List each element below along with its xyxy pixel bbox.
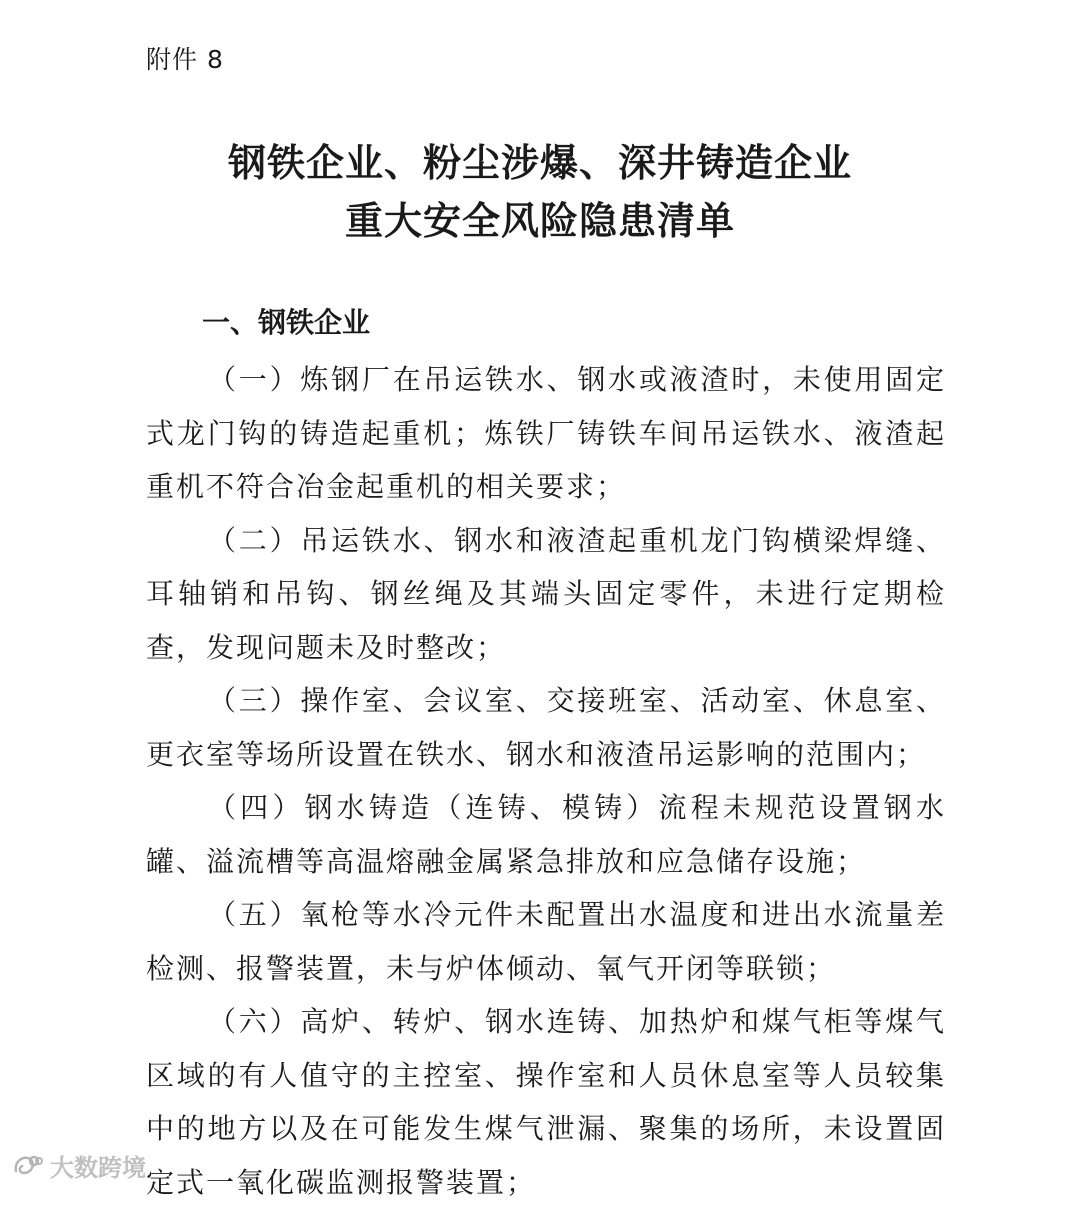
logo-icon	[10, 1149, 44, 1183]
title-line-1: 钢铁企业、粉尘涉爆、深井铸造企业	[227, 140, 852, 185]
list-item: （六）高炉、转炉、钢水连铸、加热炉和煤气柜等煤气区域的有人值守的主控室、操作室和人员休息室等人员较集中的地方以及在可能发生煤气泄漏、聚集的场所，未设置固定式一氧化碳监测报警装置；	[146, 1005, 946, 1199]
list-item: （二）吊运铁水、钢水和液渣起重机龙门钩横梁焊缝、耳轴销和吊钩、钢丝绳及其端头固定零件，未进行定期检查，发现问题未及时整改；	[146, 523, 946, 664]
item-list	[146, 353, 946, 1209]
attachment-label: 附件 8	[146, 45, 224, 74]
watermark	[10, 1148, 146, 1183]
watermark-text: 大数跨境	[50, 1154, 146, 1182]
list-item: （一）炼钢厂在吊运铁水、钢水或液渣时，未使用固定式龙门钩的铸造起重机；炼铁厂铸铁车间吊运铁水、液渣起重机不符合冶金起重机的相关要求；	[146, 363, 946, 503]
section-heading: 一、钢铁企业	[202, 306, 371, 339]
document-title	[0, 134, 1080, 250]
title-line-2: 重大安全风险隐患清单	[344, 198, 735, 243]
list-item: （五）氧枪等水冷元件未配置出水温度和进出水流量差检测、报警装置，未与炉体倾动、氧气开闭等联锁；	[146, 898, 946, 985]
list-item: （四）钢水铸造（连铸、模铸）流程未规范设置钢水罐、溢流槽等高温熔融金属紧急排放和应急储存设施；	[146, 791, 946, 878]
list-item: （三）操作室、会议室、交接班室、活动室、休息室、更衣室等场所设置在铁水、钢水和液渣吊运影响的范围内；	[146, 684, 946, 771]
